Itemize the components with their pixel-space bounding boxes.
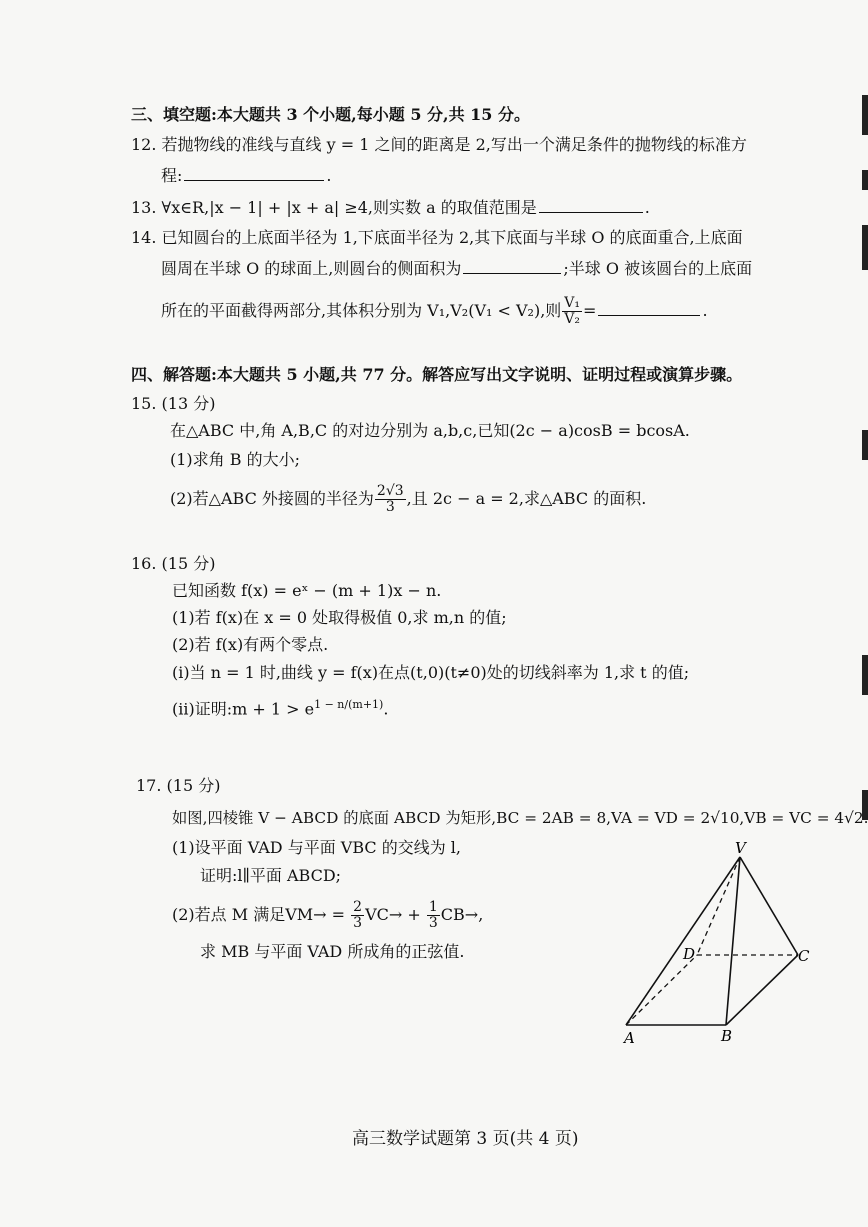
pyramid-figure xyxy=(615,835,815,1050)
q17-part2-text: (2)若点 M 满足 xyxy=(172,905,286,924)
vertex-label-a: A xyxy=(624,1029,635,1047)
q17-coef2-den: 3 xyxy=(428,915,438,931)
q12-line2: 程: . xyxy=(161,166,332,185)
q15-part1: (1)求角 B 的大小; xyxy=(170,450,300,469)
q17-part1-prove: 证明:l∥平面 ABCD; xyxy=(200,866,342,885)
q15-radius-den: 3 xyxy=(385,499,395,515)
vertex-label-b: B xyxy=(721,1027,733,1045)
q12-answer-blank[interactable] xyxy=(184,164,324,181)
q16-part2-ii xyxy=(172,694,388,720)
q14-text-c: 所在的平面截得两部分,其体积分别为 V₁,V₂(V₁ < V₂),则 xyxy=(161,301,562,320)
q15-part2 xyxy=(170,484,646,515)
edge-vb xyxy=(726,857,740,1025)
scan-edge-mark xyxy=(862,430,868,460)
edge-bc xyxy=(726,955,798,1025)
edge-va xyxy=(626,857,740,1025)
q17-coef-two-thirds xyxy=(351,900,364,931)
q16-part2: (2)若 f(x)有两个零点. xyxy=(172,635,329,654)
q16-stem: 已知函数 f(x) = eˣ − (m + 1)x − n. xyxy=(172,581,442,600)
q14-volume-ratio xyxy=(562,296,582,327)
q14-line2 xyxy=(161,257,752,280)
q16-exponent: 1 − n/(m+1) xyxy=(314,698,384,711)
q17-coef1-num: 2 xyxy=(353,899,363,915)
q17-coef-one-third xyxy=(427,900,440,931)
q13-text: 13. ∀x∈R,|x − 1| + |x + a| ≥4,则实数 a 的取值范围是 xyxy=(131,198,537,217)
q14-ratio-num: V₁ xyxy=(564,295,581,311)
q17-vector-vm: VM→ = xyxy=(285,905,351,924)
q14-line3: 所在的平面截得两部分,其体积分别为 V₁,V₂(V₁ < V₂),则 $\frac{\text{V₁}}{\text{V₂}}$ = . xyxy=(161,295,708,327)
q17-coef2-num: 1 xyxy=(428,899,438,915)
q12-line1: 12. 若抛物线的准线与直线 y = 1 之间的距离是 2,写出一个满足条件的抛物线的标准方 xyxy=(131,135,747,154)
vertex-label-c: C xyxy=(798,947,810,965)
q14-answer-blank-2[interactable] xyxy=(598,299,700,316)
edge-ad-hidden xyxy=(626,955,697,1025)
scan-edge-mark xyxy=(862,655,868,695)
q14-text-b: ;半球 O 被该圆台的上底面 xyxy=(563,259,753,278)
q17-stem: 如图,四棱锥 V − ABCD 的底面 ABCD 为矩形,BC = 2AB = 8,VA = VD = 2√10,VB = VC = 4√2. xyxy=(172,809,868,827)
q13: 13. ∀x∈R,|x − 1| + |x + a| ≥4,则实数 a 的取值范围是 . xyxy=(131,198,650,217)
q15-part2-text-a: (2)若△ABC 外接圆的半径为 xyxy=(170,489,374,508)
q14-text-a: 圆周在半球 O 的球面上,则圆台的侧面积为 xyxy=(161,259,462,278)
q15-title: 15. (13 分) xyxy=(131,394,216,413)
q14-line1: 14. 已知圆台的上底面半径为 1,下底面半径为 2,其下底面与半球 O 的底面重合,上底面 xyxy=(131,228,743,247)
q17-vector-vc: VC→ + xyxy=(365,905,426,924)
q16-part2-i: (ⅰ)当 n = 1 时,曲线 y = f(x)在点(t,0)(t≠0)处的切线斜率为 1,求 t 的值; xyxy=(172,663,690,682)
q16-period: . xyxy=(383,699,389,719)
q15-radius-num: 2√3 xyxy=(376,483,404,499)
q17-part1: (1)设平面 VAD 与平面 VBC 的交线为 l, xyxy=(172,838,462,857)
q17-part2 xyxy=(172,900,483,931)
scan-edge-mark xyxy=(862,95,868,135)
vertex-label-v: V xyxy=(735,839,746,857)
page-footer: 高三数学试题第 3 页(共 4 页) xyxy=(352,1129,579,1149)
section3-header: 三、填空题:本大题共 3 个小题,每小题 5 分,共 15 分。 xyxy=(131,105,531,124)
scan-edge-mark xyxy=(862,225,868,270)
edge-vc xyxy=(740,857,798,955)
q15-radius-fraction xyxy=(375,484,406,515)
q15-stem: 在△ABC 中,角 A,B,C 的对边分别为 a,b,c,已知(2c − a)cosB = bcosA. xyxy=(170,421,690,440)
q15-part2-text-b: ,且 2c − a = 2,求△ABC 的面积. xyxy=(406,489,647,508)
q17-coef1-den: 3 xyxy=(353,915,363,931)
scan-edge-mark xyxy=(862,170,868,190)
q17-part2-question: 求 MB 与平面 VAD 所成角的正弦值. xyxy=(200,942,465,961)
section4-header: 四、解答题:本大题共 5 小题,共 77 分。解答应写出文字说明、证明过程或演算步骤。 xyxy=(131,365,743,384)
q16-part2-ii-text: (ⅱ)证明:m + 1 > e xyxy=(172,699,315,719)
q14-ratio-den: V₂ xyxy=(564,311,581,327)
q14-equals: = xyxy=(583,301,597,320)
q16-title: 16. (15 分) xyxy=(131,554,216,573)
q17-vector-cb: CB→, xyxy=(440,905,484,924)
q13-answer-blank[interactable] xyxy=(539,196,643,213)
q12-label: 程: xyxy=(161,166,183,185)
vertex-label-d: D xyxy=(683,945,696,963)
q17-title: 17. (15 分) xyxy=(136,776,221,795)
q14-answer-blank-1[interactable] xyxy=(463,257,561,274)
q16-part1: (1)若 f(x)在 x = 0 处取得极值 0,求 m,n 的值; xyxy=(172,608,507,627)
